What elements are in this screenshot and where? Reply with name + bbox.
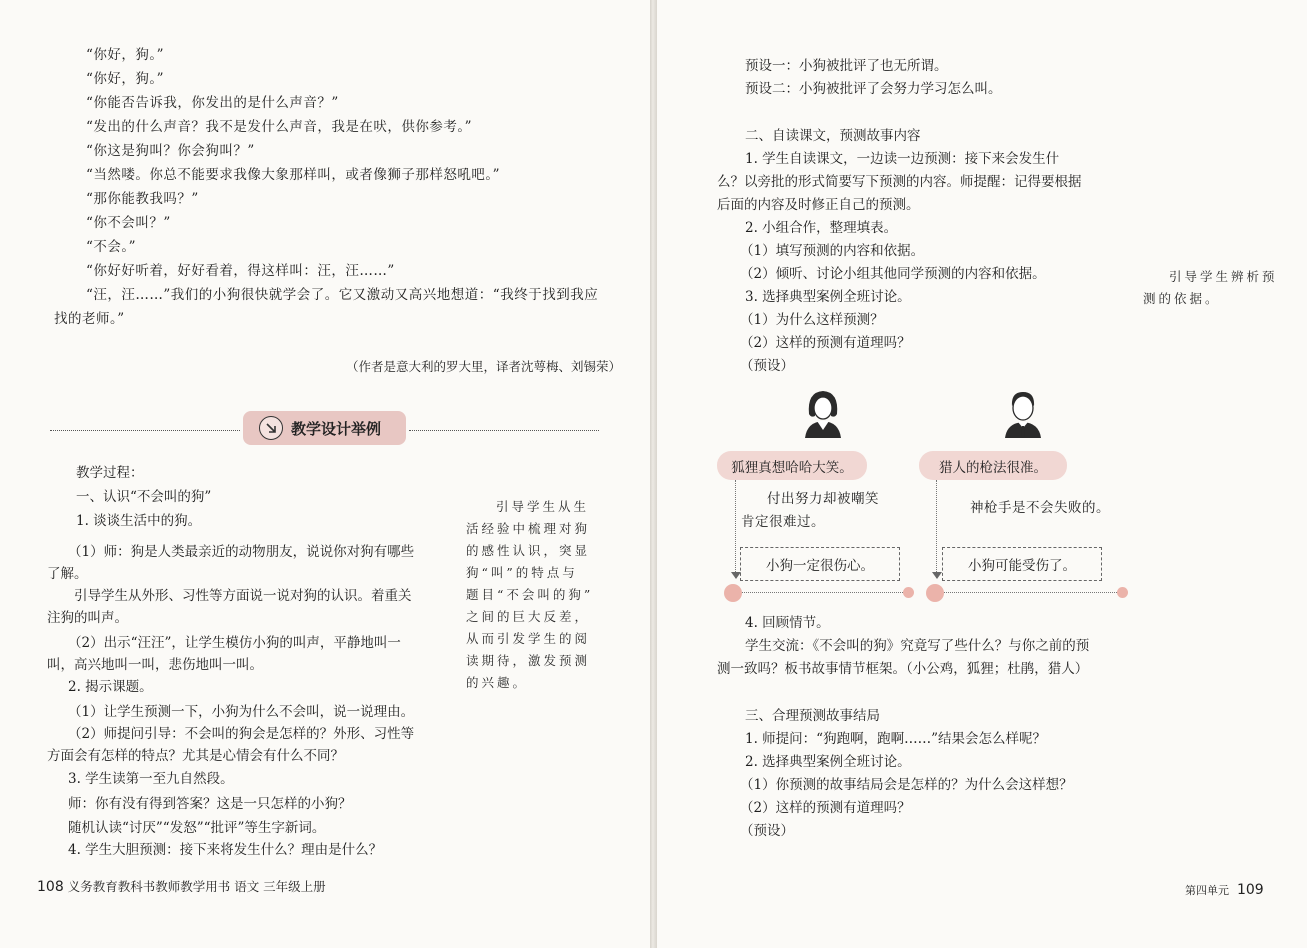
baseline-left [735,592,907,593]
process-line: 一、认识“不会叫的狗” [76,489,212,505]
right-page [657,0,1307,948]
process-line: 4. 学生大胆预测：接下来将发生什么？理由是什么？ [68,842,383,858]
process-line: 引导学生从外形、习性等方面说一说对狗的认识。着重关 [74,588,412,604]
speech-bubble-left: 狐狸真想哈哈大笑。 [717,451,867,480]
body-line: （1）填写预测的内容和依据。 [740,243,925,259]
dot-marker [1117,587,1128,598]
preset-line: 预设一：小狗被批评了也无所谓。 [745,58,948,74]
process-line: 1. 谈谈生活中的狗。 [76,513,202,529]
reason-right: 神枪手是不会失败的。 [970,500,1110,516]
book-title: 义务教育教科书教师教学用书 语文 三年级上册 [67,879,326,894]
dialogue-line: “当然喽。你总不能要求我像大象那样叫，或者像狮子那样怒吼吧。” [86,167,501,183]
left-page [0,0,650,948]
process-line: （1）让学生预测一下，小狗为什么不会叫，说一说理由。 [68,704,415,720]
process-line: （2）师提问引导：不会叫的狗会是怎样的？外形、习性等 [68,726,415,742]
process-line: 随机认读“讨厌”“发怒”“批评”等生字新词。 [68,820,326,836]
process-line: （1）师：狗是人类最亲近的动物朋友，说说你对狗有哪些 [68,544,415,560]
connector-left [735,480,736,578]
banner-title: 教学设计举例 [291,419,382,438]
dialogue-line: “你好好听着，好好看着，得这样叫：汪，汪……” [86,263,395,279]
dialogue-line: “你不会叫？” [86,215,171,231]
dialogue-line: “那你能教我吗？” [86,191,199,207]
dialogue-line: “发出的什么声音？我不是发什么声音，我是在吠，供你参考。” [86,119,473,135]
dialogue-line: “你好，狗。” [86,47,165,63]
body-line: （预设） [740,358,794,374]
speech-bubble-right: 猎人的枪法很准。 [919,451,1067,480]
dialogue-line: “汪，汪……”我们的小狗很快就学会了。它又激动又高兴地想道：“我终于找到我应 [86,287,599,303]
process-line: 师：你有没有得到答案？这是一只怎样的小狗？ [68,796,352,812]
body-line: 1. 师提问：“狗跑啊，跑啊……”结果会怎么样呢？ [745,731,1046,747]
body-line: （2）这样的预测有道理吗？ [740,800,911,816]
banner-divider-left [50,430,240,431]
page-footer [37,877,326,895]
process-line: 了解。 [47,566,88,582]
page-number: 109 [1236,882,1264,898]
section-heading: 二、自读课文，预测故事内容 [745,128,921,144]
body-line: 3. 选择典型案例全班讨论。 [745,289,911,305]
process-line: （2）出示“汪汪”，让学生模仿小狗的叫声，平静地叫一 [68,635,401,651]
book-gutter [650,0,657,948]
body-line: （2）这样的预测有道理吗？ [740,335,911,351]
prediction-box-left: 小狗一定很伤心。 [740,547,900,581]
dialogue-line: “你好，狗。” [86,71,165,87]
dialogue-line: “不会。” [86,239,137,255]
banner-divider-right [409,430,599,431]
body-line: （2）倾听、讨论小组其他同学预测的内容和依据。 [740,266,1046,282]
body-line: 4. 回顾情节。 [745,615,830,631]
body-line: 测一致吗？板书故事情节框架。（小公鸡，狐狸；杜鹃，猎人） [717,661,1089,677]
page-footer [1185,882,1264,898]
body-line: 2. 选择典型案例全班讨论。 [745,754,911,770]
arrow-down-right-icon [259,416,283,440]
process-line: 叫，高兴地叫一叫，悲伤地叫一叫。 [47,657,263,673]
reason-left-line: 肯定很难过。 [741,514,825,530]
dialogue-line: “你这是狗叫？你会狗叫？” [86,143,255,159]
body-line: （1）为什么这样预测？ [740,312,884,328]
process-line: 方面会有怎样的特点？尤其是心情会有什么不同？ [47,748,344,764]
female-student-icon [801,388,845,438]
author-credit: （作者是意大利的罗大里，译者沈萼梅、刘锡荣） [346,359,622,374]
section-heading: 三、合理预测故事结局 [745,708,880,724]
process-line: 教学过程： [76,465,144,481]
body-line: 后面的内容及时修正自己的预测。 [717,197,920,213]
dialogue-line: 找的老师。” [54,311,125,327]
body-line: 2. 小组合作，整理填表。 [745,220,898,236]
body-line: （预设） [740,823,794,839]
unit-label: 第四单元 [1185,884,1229,897]
margin-note: 引导学生从生 活经验中梳理对狗 的感性认识，突显 狗“叫”的特点与 题目“不会叫的狗” 之间的巨大反差， 从而引发学生的阅 读期待，激发预测 的兴趣。 [466,499,594,690]
margin-note: 引导学生辨析预 测的依据。 [1143,269,1278,306]
process-line: 注狗的叫声。 [47,610,128,626]
arrow-down-icon [932,572,942,580]
connector-right [936,480,937,578]
preset-line: 预设二：小狗被批评了会努力学习怎么叫。 [745,81,1002,97]
body-line: 么？以旁批的形式简要写下预测的内容。师提醒：记得要根据 [717,174,1082,190]
section-banner [243,411,406,445]
dialogue-line: “你能否告诉我，你发出的是什么声音？” [86,95,339,111]
body-line: 1. 学生自读课文，一边读一边预测：接下来会发生什 [745,151,1060,167]
page-number: 108 [37,879,64,895]
body-line: （1）你预测的故事结局会是怎样的？为什么会这样想？ [740,777,1073,793]
dot-marker [903,587,914,598]
baseline-right [936,592,1121,593]
body-line: 学生交流：《不会叫的狗》究竟写了些什么？与你之前的预 [745,638,1090,654]
process-line: 3. 学生读第一至九自然段。 [68,771,234,787]
process-line: 2. 揭示课题。 [68,679,153,695]
dot-marker [724,584,742,602]
reason-left-line: 付出努力却被嘲笑 [767,491,879,507]
male-student-icon [1001,388,1045,438]
prediction-box-right: 小狗可能受伤了。 [942,547,1102,581]
dot-marker [926,584,944,602]
